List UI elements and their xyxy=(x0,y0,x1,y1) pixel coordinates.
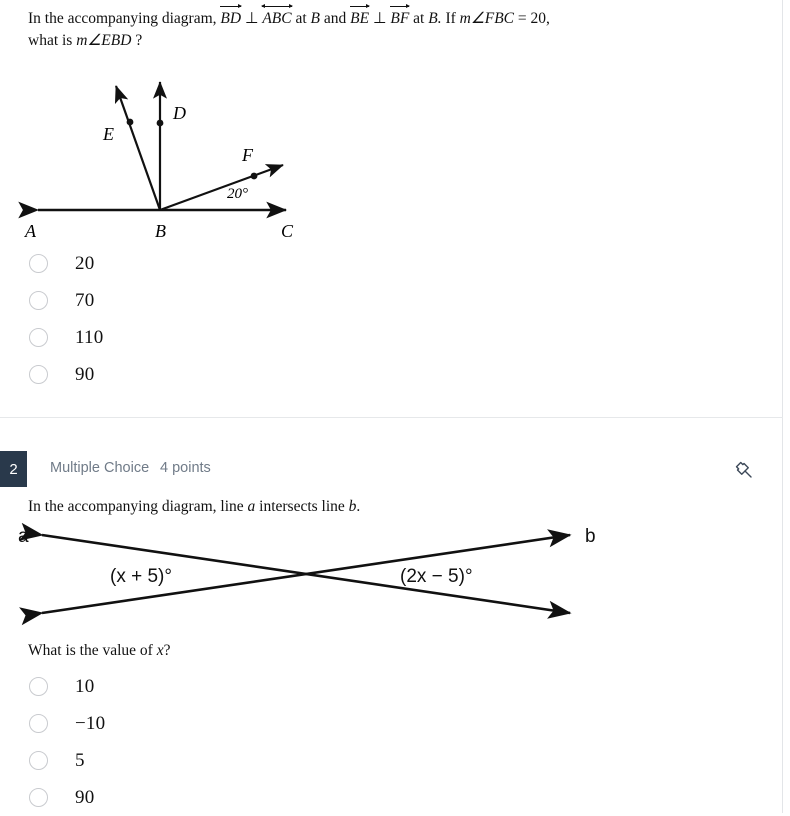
stem-text-part: at xyxy=(291,10,311,27)
label-e: E xyxy=(103,124,114,144)
perp-symbol-1: ⊥ xyxy=(241,10,263,27)
choice-option[interactable] xyxy=(0,779,400,816)
line-abc-label: ABC xyxy=(262,10,292,27)
radio-button[interactable] xyxy=(29,714,48,733)
ray-bf-notation xyxy=(390,8,409,30)
line-b-ref: b xyxy=(348,498,357,515)
ray-be xyxy=(116,86,160,210)
label-c: C xyxy=(281,221,294,241)
question-type-label: Multiple Choice xyxy=(50,460,150,476)
question-2-stem xyxy=(28,496,728,518)
stem-equals-20: = 20, xyxy=(514,10,550,27)
choice-label: 110 xyxy=(75,326,104,348)
ray-be-notation xyxy=(350,8,369,30)
radio-button[interactable] xyxy=(29,328,48,347)
question-points-label: 4 points xyxy=(160,460,211,476)
radio-button[interactable] xyxy=(29,291,48,310)
radio-button[interactable] xyxy=(29,788,48,807)
label-angle-20: 20° xyxy=(227,186,248,202)
variable-x: x xyxy=(156,642,164,659)
prompt-text-part: What is the value of xyxy=(28,642,157,659)
question-1-choices xyxy=(0,245,400,393)
stem-text-part: at xyxy=(409,10,429,27)
ray-bd-label: BD xyxy=(220,10,242,27)
choice-label: 10 xyxy=(75,675,95,697)
choice-option[interactable] xyxy=(0,319,400,356)
radio-button[interactable] xyxy=(29,751,48,770)
point-f-dot xyxy=(251,173,258,180)
question-1-diagram xyxy=(0,62,340,242)
stem-text-part: and xyxy=(320,10,351,27)
stem-text-part: In the accompanying diagram, line xyxy=(28,498,248,515)
ray-bf xyxy=(160,165,283,210)
question-2-choices xyxy=(0,668,400,816)
ray-bd-notation xyxy=(220,8,241,30)
measure-angle-fbc: m∠FBC xyxy=(459,10,515,27)
choice-label: 70 xyxy=(75,289,95,311)
stem-text-part: what is xyxy=(28,32,77,50)
radio-button[interactable] xyxy=(29,677,48,696)
label-d: D xyxy=(173,103,186,123)
measure-angle-ebd: m∠EBD xyxy=(76,32,132,50)
ray-be-label: BE xyxy=(350,10,370,27)
stem-text-part: intersects line xyxy=(255,498,349,515)
choice-option[interactable] xyxy=(0,742,400,779)
choice-label: 90 xyxy=(75,786,95,808)
pushpin-icon[interactable] xyxy=(733,459,757,483)
question-2-diagram xyxy=(10,518,630,633)
question-2-header xyxy=(0,451,783,487)
label-line-a: a xyxy=(18,526,29,547)
choice-option[interactable] xyxy=(0,245,400,282)
line-a-ref: a xyxy=(247,498,256,515)
choice-label: −10 xyxy=(75,712,106,734)
label-a: A xyxy=(25,221,36,241)
point-d-dot xyxy=(157,120,164,127)
question-1-stem xyxy=(28,8,770,53)
choice-label: 90 xyxy=(75,363,95,385)
choice-option[interactable] xyxy=(0,282,400,319)
stem-question-mark: ? xyxy=(131,32,143,50)
label-b: B xyxy=(155,221,166,241)
ray-bf-label: BF xyxy=(390,10,410,27)
question-number-badge: 2 xyxy=(0,451,27,487)
point-b-ref-2: B. xyxy=(428,10,442,27)
label-f: F xyxy=(242,145,253,165)
radio-button[interactable] xyxy=(29,365,48,384)
radio-button[interactable] xyxy=(29,254,48,273)
choice-option[interactable] xyxy=(0,356,400,393)
stem-text-part: In the accompanying diagram, xyxy=(28,10,221,27)
question-2-prompt xyxy=(28,640,528,662)
label-left-angle: (x + 5)° xyxy=(110,566,172,587)
choice-label: 5 xyxy=(75,749,85,771)
stem-text-part: . xyxy=(356,498,361,515)
prompt-text-part: ? xyxy=(163,642,171,659)
point-b-ref-1: B xyxy=(310,10,321,27)
choice-label: 20 xyxy=(75,252,95,274)
perp-symbol-2: ⊥ xyxy=(369,10,391,27)
label-right-angle: (2x − 5)° xyxy=(400,566,473,587)
question-2-block xyxy=(0,418,783,813)
line-abc-notation xyxy=(262,8,291,30)
point-e-dot xyxy=(127,119,134,126)
label-line-b: b xyxy=(585,526,596,547)
choice-option[interactable] xyxy=(0,668,400,705)
choice-option[interactable] xyxy=(0,705,400,742)
stem-text-part: If xyxy=(441,10,460,27)
